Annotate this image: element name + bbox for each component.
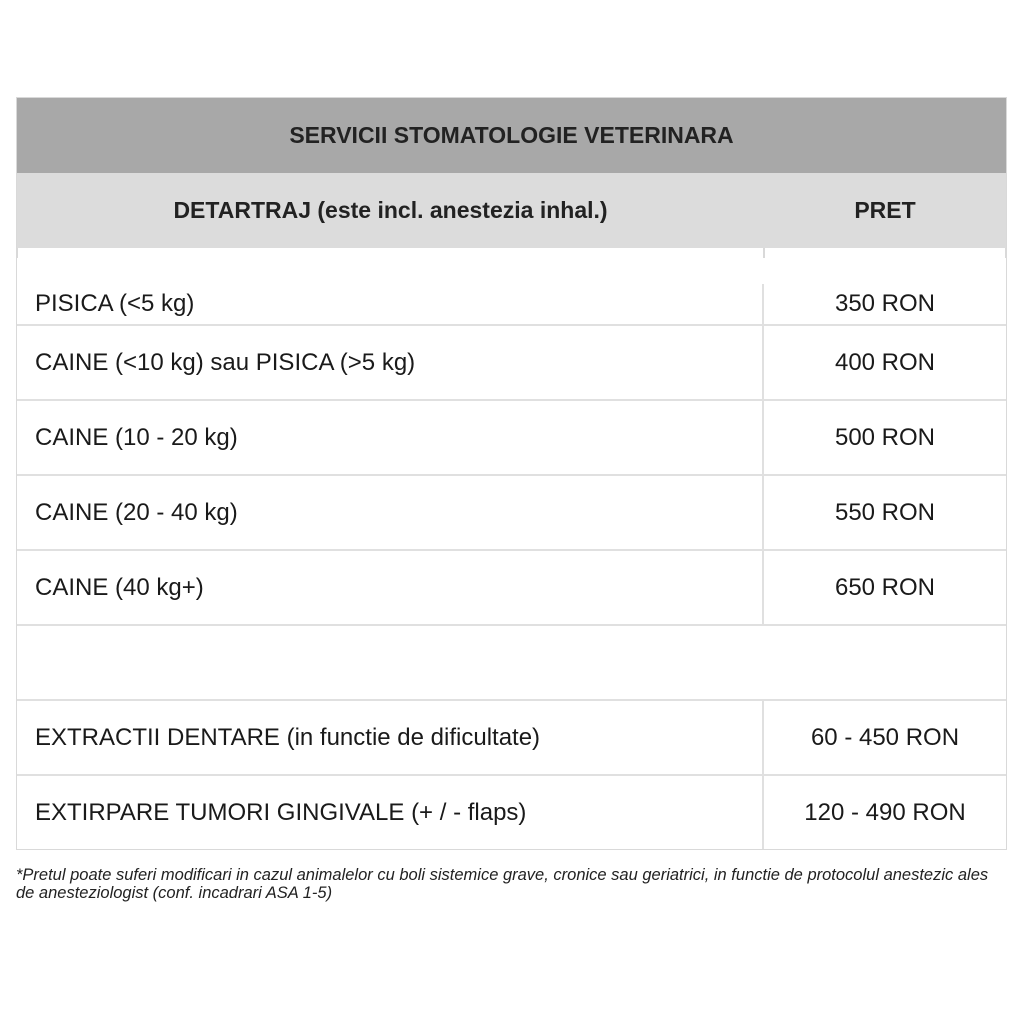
gap-tick-mid xyxy=(763,248,765,258)
header-service: DETARTRAJ (este incl. anestezia inhal.) xyxy=(173,197,608,223)
row-price: 350 RON xyxy=(834,290,936,317)
row-price: 500 RON xyxy=(834,423,936,451)
header-gap xyxy=(17,248,1006,284)
table-row xyxy=(17,474,1006,549)
header-price: PRET xyxy=(854,197,916,223)
row-service xyxy=(17,626,764,699)
row-price xyxy=(764,626,1006,699)
row-service: CAINE (10 - 20 kg) xyxy=(17,401,764,474)
table-row xyxy=(17,774,1006,849)
table-row-empty xyxy=(17,624,1006,699)
row-price: 120 - 490 RON xyxy=(804,798,966,826)
table-row xyxy=(17,399,1006,474)
table-row xyxy=(17,549,1006,624)
table-row xyxy=(17,699,1006,774)
table-header-row xyxy=(17,173,1006,248)
row-price: 400 RON xyxy=(834,348,936,376)
row-service: EXTRACTII DENTARE (in functie de dificultate) xyxy=(17,701,764,774)
price-table xyxy=(16,97,1007,850)
row-price: 650 RON xyxy=(834,573,936,601)
row-service: CAINE (40 kg+) xyxy=(17,551,764,624)
table-title: SERVICII STOMATOLOGIE VETERINARA xyxy=(17,98,1006,173)
table-row xyxy=(17,324,1006,399)
row-service: CAINE (<10 kg) sau PISICA (>5 kg) xyxy=(17,326,764,399)
footnote: *Pretul poate suferi modificari in cazul animalelor cu boli sistemice grave, cronice sau geriatrici, in functie de protocolul anestezic ales de anesteziologist (conf. incadrari ASA 1-5) xyxy=(16,866,989,902)
row-service: EXTIRPARE TUMORI GINGIVALE (+ / - flaps) xyxy=(17,776,764,849)
gap-tick-left xyxy=(16,248,18,258)
row-price: 550 RON xyxy=(834,498,936,526)
row-service: PISICA (<5 kg) xyxy=(17,284,764,324)
table-row xyxy=(17,284,1006,324)
gap-tick-right xyxy=(1005,248,1007,258)
row-price: 60 - 450 RON xyxy=(810,723,960,751)
row-service: CAINE (20 - 40 kg) xyxy=(17,476,764,549)
